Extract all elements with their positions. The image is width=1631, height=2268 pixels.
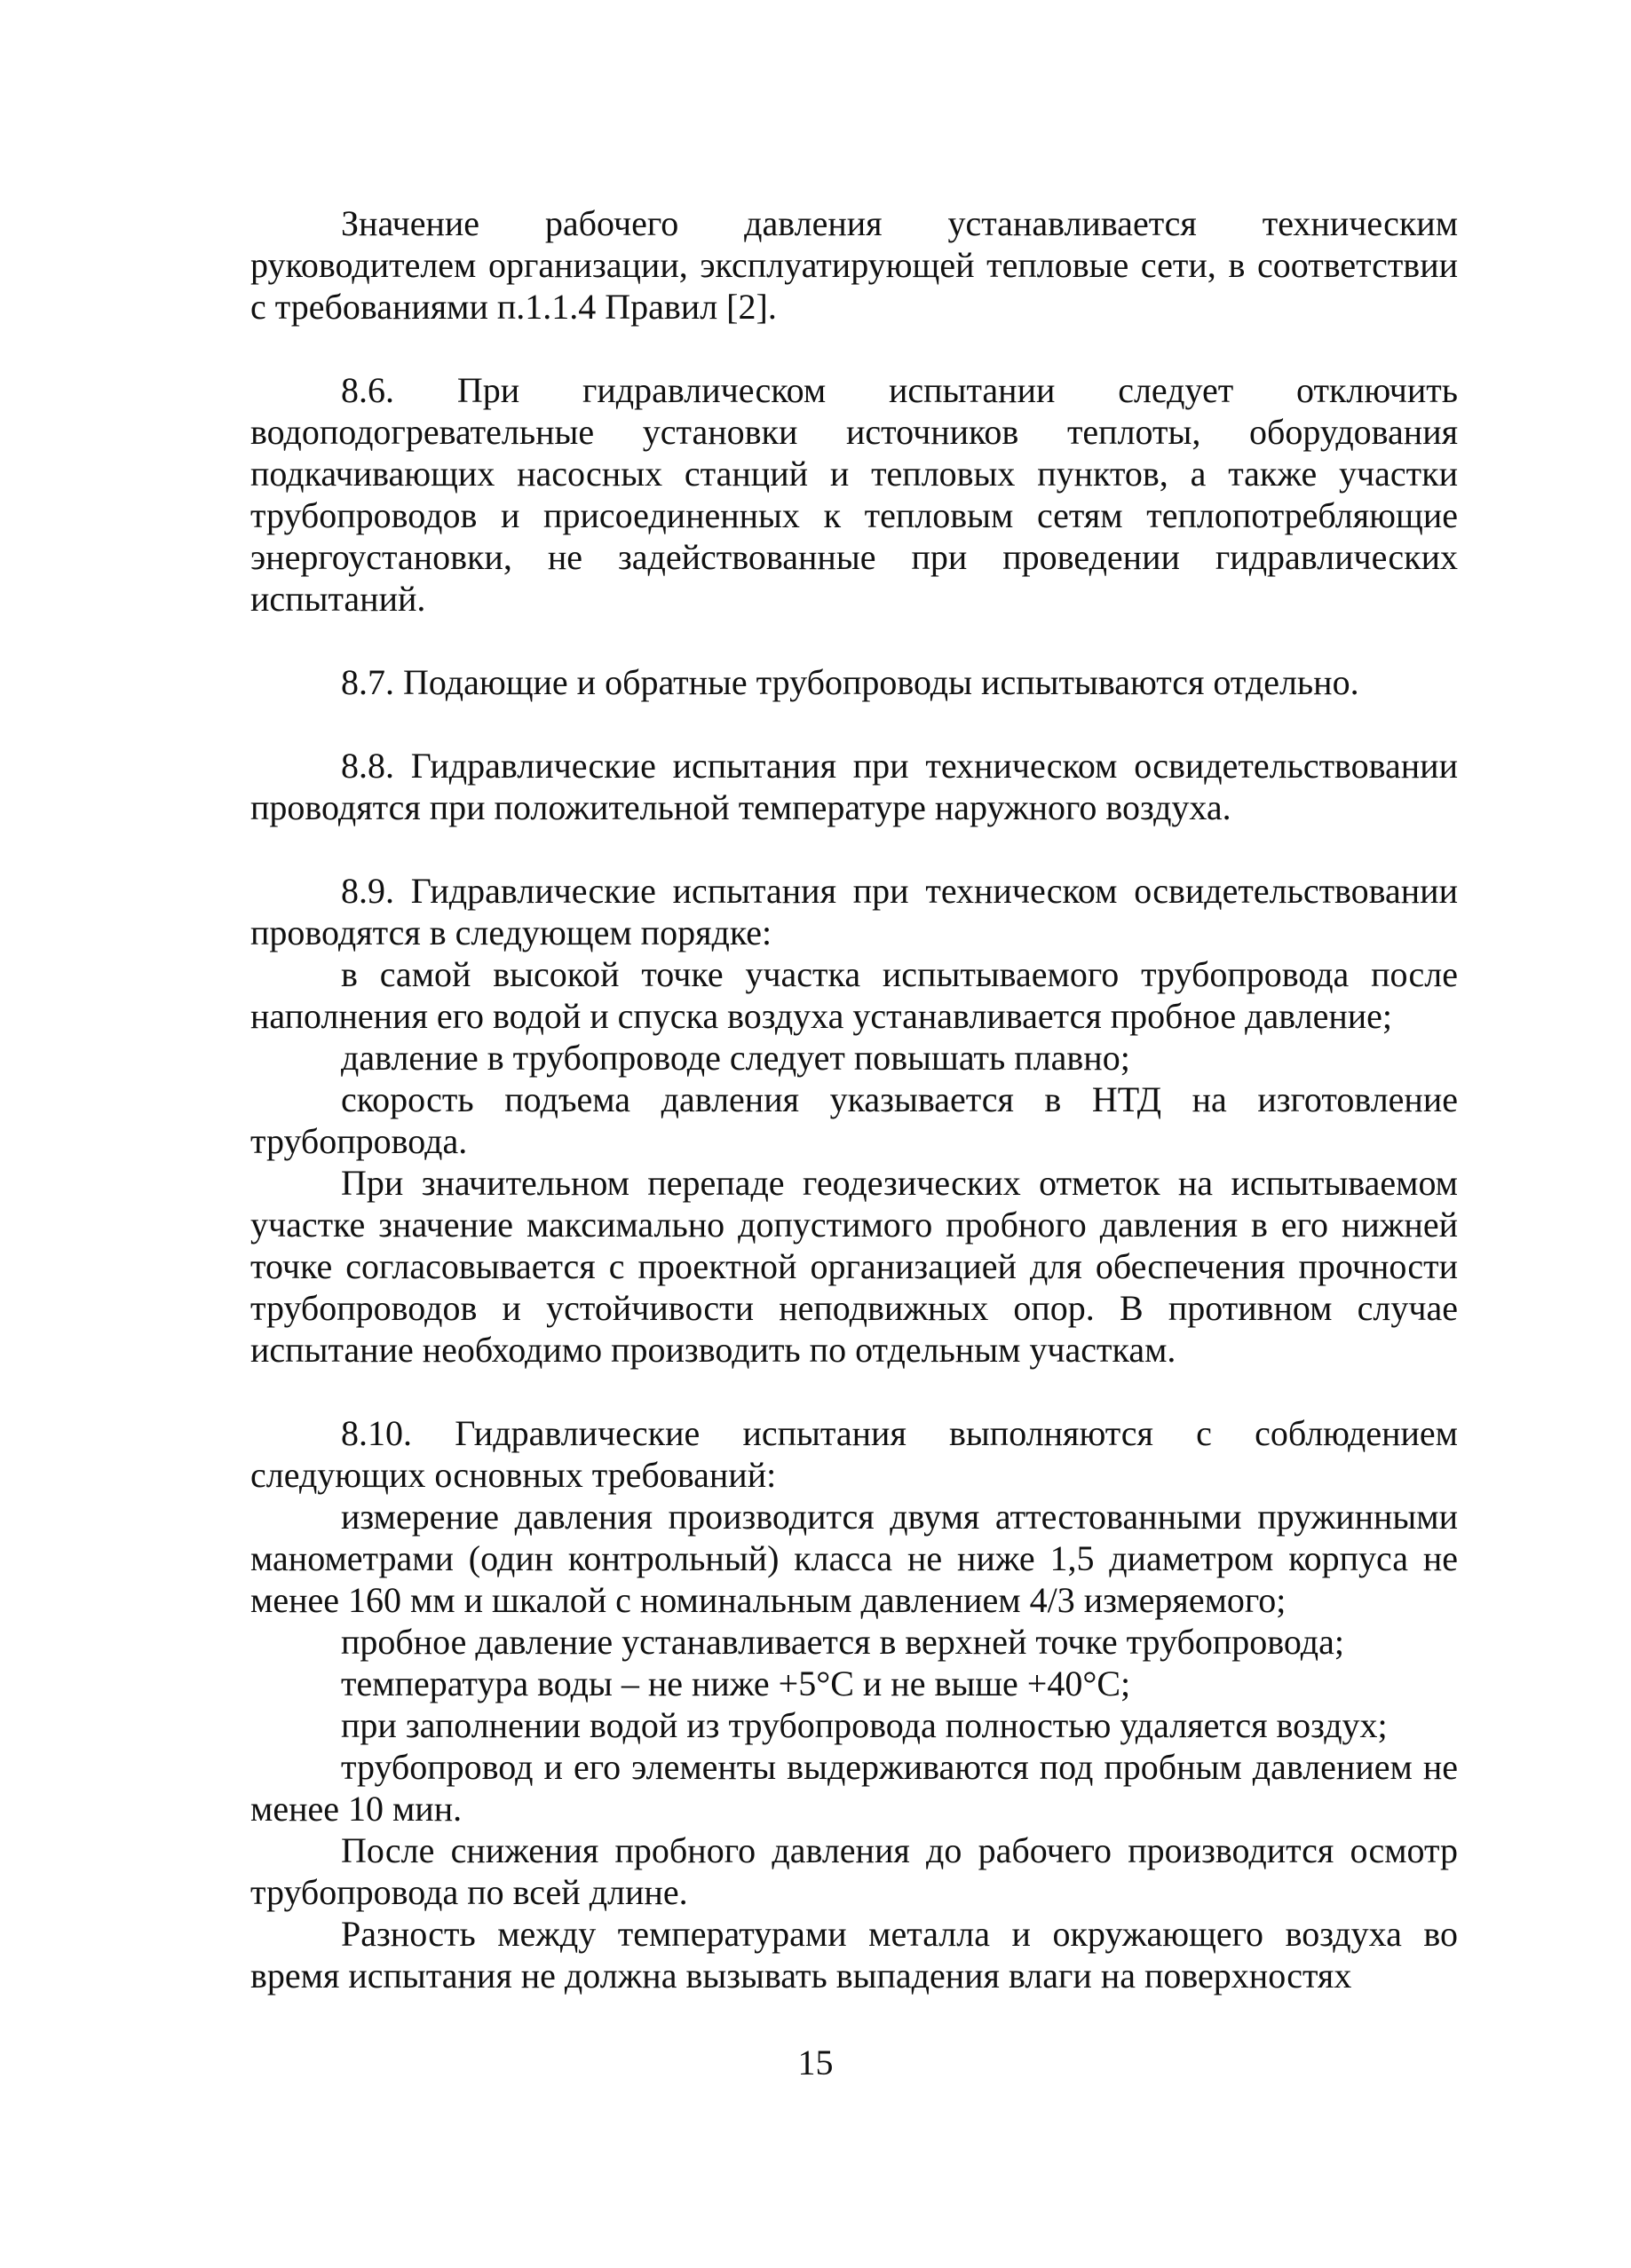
paragraph-8-10: 8.10. Гидравлические испытания выполняются с соблюдением следующих основных требований: bbox=[250, 1413, 1458, 1495]
list-item-water-temperature: температура воды – не ниже +5°C и не выше +40°C; bbox=[341, 1663, 1131, 1703]
list-item-hold-time: трубопровод и его элементы выдерживаются под пробным давлением не менее 10 мин. bbox=[250, 1747, 1458, 1829]
paragraph-8-6: 8.6. При гидравлическом испытании следует отключить водоподогревательные установки источников теплоты, оборудования подкачивающих насосных станций и тепловых пунктов, а также участки трубопроводов и присоединенных к тепловым сетям теплопотребляющие энергоустановки, не задействованные при проведении гидравлических испытаний. bbox=[250, 370, 1458, 619]
list-item-air-removal: при заполнении водой из трубопровода полностью удаляется воздух; bbox=[341, 1705, 1388, 1745]
paragraph-8-9: 8.9. Гидравлические испытания при техническом освидетельствовании проводятся в следующем порядке: bbox=[250, 871, 1458, 952]
list-item-test-pressure: в самой высокой точке участка испытываемого трубопровода после наполнения его водой и спуска воздуха устанавливается пробное давление; bbox=[250, 954, 1458, 1036]
list-item-pressure-increase: давление в трубопроводе следует повышать плавно; bbox=[341, 1038, 1130, 1078]
list-item-top-point: пробное давление устанавливается в верхней точке трубопровода; bbox=[341, 1622, 1344, 1662]
paragraph-temperature-difference: Разность между температурами металла и окружающего воздуха во время испытания не должна вызывать выпадения влаги на поверхностях bbox=[250, 1914, 1458, 1995]
paragraph-8-8: 8.8. Гидравлические испытания при техническом освидетельствовании проводятся при положительной температуре наружного воздуха. bbox=[250, 746, 1458, 827]
paragraph-8-7: 8.7. Подающие и обратные трубопроводы испытываются отдельно. bbox=[341, 662, 1359, 702]
page-number: 15 bbox=[797, 2043, 834, 2082]
paragraph-working-pressure: Значение рабочего давления устанавливается техническим руководителем организации, эксплуатирующей тепловые сети, в соответствии с требованиями п.1.1.4 Правил [2]. bbox=[250, 203, 1458, 327]
list-item-manometers: измерение давления производится двумя аттестованными пружинными манометрами (один контрольный) класса не ниже 1,5 диаметром корпуса не менее 160 мм и шкалой с номинальным давлением 4/3 измеряемого; bbox=[250, 1497, 1458, 1620]
paragraph-geodetic-difference: При значительном перепаде геодезических отметок на испытываемом участке значение максимально допустимого пробного давления в его нижней точке согласовывается с проектной организацией для обеспечения прочности трубопроводов и устойчивости неподвижных опор. В противном случае испытание необходимо производить по отдельным участкам. bbox=[250, 1163, 1458, 1370]
list-item-pressure-rate: скорость подъема давления указывается в НТД на изготовление трубопровода. bbox=[250, 1079, 1458, 1161]
paragraph-inspection: После снижения пробного давления до рабочего производится осмотр трубопровода по всей длине. bbox=[250, 1830, 1458, 1912]
document-body bbox=[250, 202, 1458, 1996]
